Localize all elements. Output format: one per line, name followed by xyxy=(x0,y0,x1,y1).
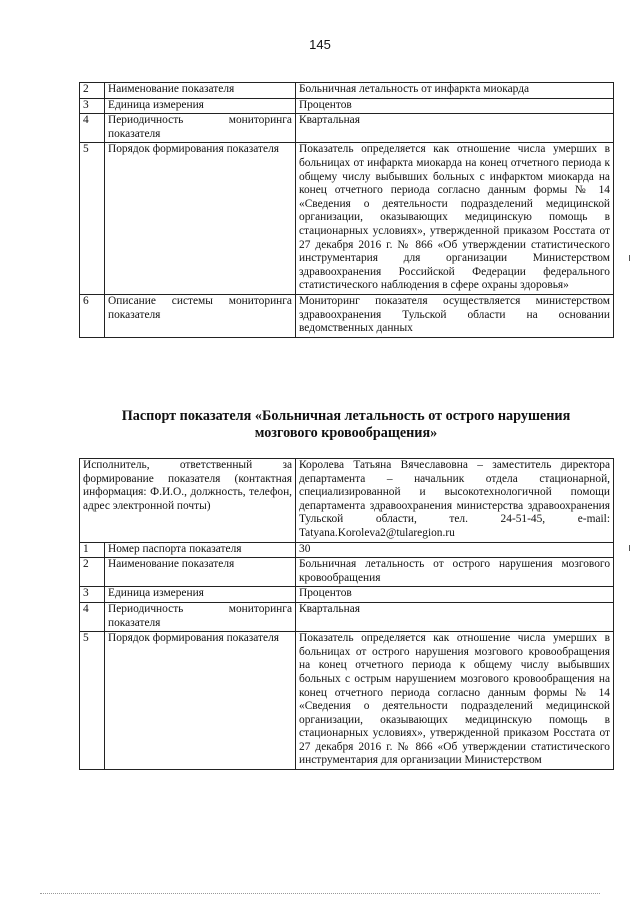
row-value: 30 xyxy=(296,542,614,558)
row-label: Порядок формирования показателя xyxy=(105,632,296,770)
row-number: 2 xyxy=(80,83,105,99)
heading-line-2: мозгового кровообращения» xyxy=(254,425,438,441)
table-row xyxy=(80,632,614,770)
table-row xyxy=(80,98,614,114)
row-value: Квартальная xyxy=(296,114,614,143)
indicator-table-continued xyxy=(79,82,614,338)
row-value: Квартальная xyxy=(296,602,614,631)
row-number: 5 xyxy=(80,143,105,295)
executor-label: Исполнитель, ответственный за формирование показателя (контактная информация: Ф.И.О., должность, телефон, адрес электронной почты) xyxy=(80,459,296,543)
indicator-passport-table xyxy=(79,458,614,770)
row-value: Показатель определяется как отношение числа умерших в больницах от инфаркта миокарда на конец отчетного периода к общему числу выбывших больных с инфарктом миокарда на конец отчетного периода согласно данным формы № 14 «Сведения о деятельности подразделений медицинской организации, оказывающих медицинскую помощь в стационарных условиях», утвержденной приказом Росстата от 27 декабря 2016 г. № 866 «Об утверждении статистического инструментария для организации Министерством здравоохранения Российской Федерации федерального статистического наблюдения в сфере охраны здоровья» xyxy=(296,143,614,295)
heading-line-1: Паспорт показателя «Больничная летальность от острого нарушения xyxy=(121,408,571,424)
scan-noise-line xyxy=(40,893,600,896)
executor-row xyxy=(80,459,614,543)
row-value: Мониторинг показателя осуществляется министерством здравоохранения Тульской области на основании ведомственных данных xyxy=(296,294,614,337)
row-number: 1 xyxy=(80,542,105,558)
scan-edge-mark xyxy=(629,545,630,551)
row-number: 4 xyxy=(80,114,105,143)
passport-heading xyxy=(79,408,613,442)
row-value: Показатель определяется как отношение числа умерших в больницах от острого нарушения мозгового кровообращения на конец отчетного периода к общему числу выбывших больных с острым нарушением мозгового кровообращения на конец отчетного периода согласно данным формы № 14 «Сведения о деятельности подразделений медицинской организации, оказывающих медицинскую помощь в стационарных условиях», утвержденной приказом Росстата от 27 декабря 2016 г. № 866 «Об утверждении статистического инструментария для организации Министерством xyxy=(296,632,614,770)
scan-edge-mark xyxy=(629,255,630,261)
row-value: Процентов xyxy=(296,587,614,603)
row-number: 4 xyxy=(80,602,105,631)
row-label: Периодичность мониторинга показателя xyxy=(105,114,296,143)
table-row xyxy=(80,294,614,337)
row-value: Процентов xyxy=(296,98,614,114)
row-number: 6 xyxy=(80,294,105,337)
table-row xyxy=(80,602,614,631)
row-label: Периодичность мониторинга показателя xyxy=(105,602,296,631)
table-row xyxy=(80,587,614,603)
row-label: Номер паспорта показателя xyxy=(105,542,296,558)
row-value: Больничная летальность от острого нарушения мозгового кровообращения xyxy=(296,558,614,587)
row-value: Больничная летальность от инфаркта миокарда xyxy=(296,83,614,99)
row-label: Наименование показателя xyxy=(105,558,296,587)
row-label: Описание системы мониторинга показателя xyxy=(105,294,296,337)
row-label: Единица измерения xyxy=(105,587,296,603)
row-number: 3 xyxy=(80,98,105,114)
page-number: 145 xyxy=(309,37,331,52)
row-number: 5 xyxy=(80,632,105,770)
row-number: 3 xyxy=(80,587,105,603)
table-row xyxy=(80,558,614,587)
row-label: Порядок формирования показателя xyxy=(105,143,296,295)
table-row xyxy=(80,83,614,99)
table-row xyxy=(80,143,614,295)
row-label: Единица измерения xyxy=(105,98,296,114)
row-label: Наименование показателя xyxy=(105,83,296,99)
row-number: 2 xyxy=(80,558,105,587)
table-row xyxy=(80,114,614,143)
executor-value: Королева Татьяна Вячеславовна – заместитель директора департамента – начальник отдела стационарной, специализированной и высокотехнологичной помощи департамента здравоохранения министерства здравоохранения Тульской области, тел. 24-51-45, e-mail: Tatyana.Koroleva2@tularegion.ru xyxy=(296,459,614,543)
table-row xyxy=(80,542,614,558)
